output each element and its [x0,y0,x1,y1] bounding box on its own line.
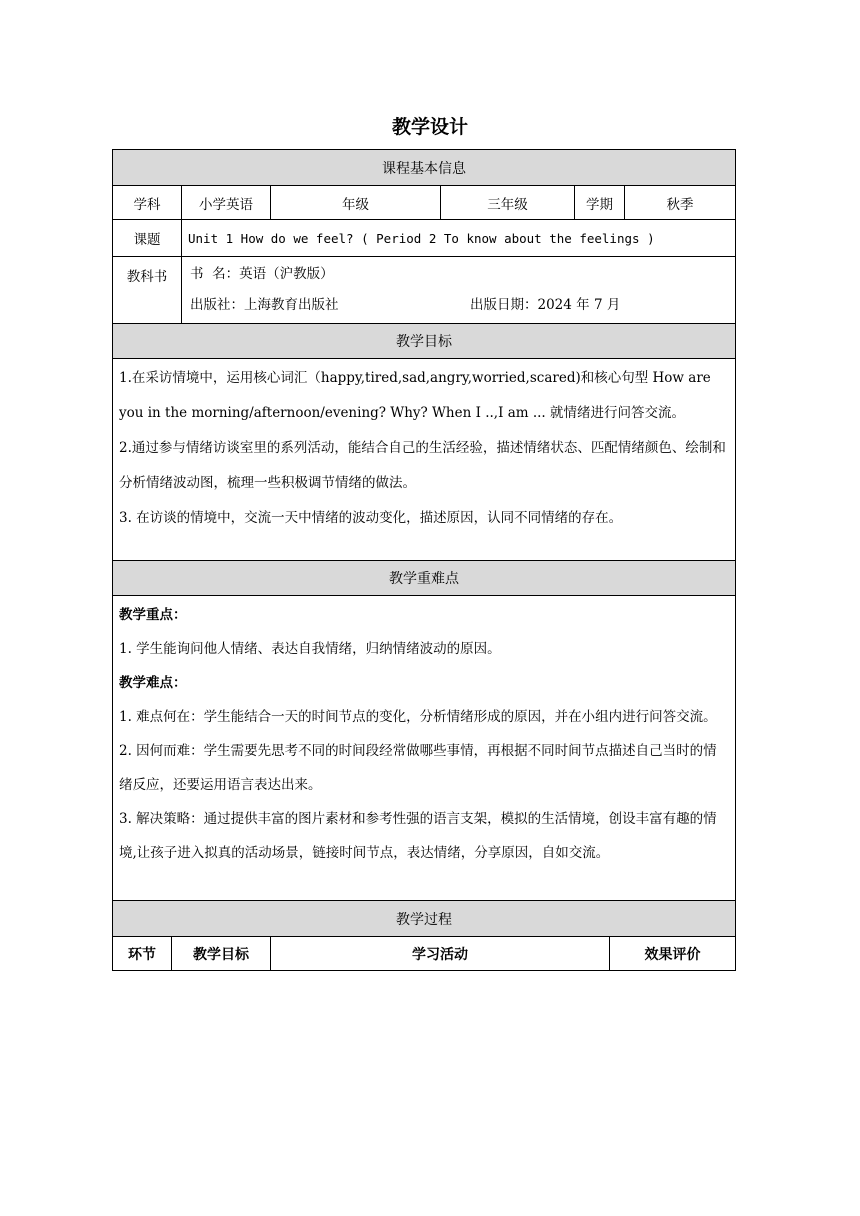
topic-value: Unit 1 How do we feel? ( Period 2 To know about the feelings ) [181,220,735,256]
textbook-row [113,256,735,323]
basic-info-header-row [113,150,735,185]
key-points-body-row [113,595,735,900]
key-points-body [113,596,735,900]
page-title: 教学设计 [391,116,468,138]
column-header-stage: 环节 [128,946,156,963]
objectives-header: 教学目标 [113,324,735,358]
objective-item: 2.通过参与情绪访谈室里的系列活动，能结合自己的生活经验，描述情绪状态、匹配情绪颜色、绘制和分析情绪波动图，梳理一些积极调节情绪的做法。 [119,440,726,491]
subject-value: 小学英语 [181,186,270,219]
objectives-body-row [113,358,735,560]
objective-item: 3. 在访谈的情境中，交流一天中情绪的波动变化，描述原因，认同不同情绪的存在。 [119,510,623,526]
term-label: 学期 [574,186,624,219]
column-header-activity: 学习活动 [270,937,609,970]
objectives-header-row [113,323,735,358]
key-points-header: 教学重难点 [113,561,735,595]
difficulty-item: 3. 解决策略：通过提供丰富的图片素材和参考性强的语言支架，模拟的生活情境，创设丰富有趣的情境,让孩子进入拟真的活动场景，链接时间节点，表达情绪，分享原因，自如交流。 [119,811,717,861]
grade-value: 三年级 [440,186,574,219]
column-header-objective: 教学目标 [171,937,270,970]
grade-label: 年级 [270,186,440,219]
difficulty-label: 教学难点： [119,675,187,691]
column-header-evaluation: 效果评价 [609,937,735,970]
process-header-row [113,900,735,936]
process-columns-row [113,936,735,970]
publish-date: 出版日期：2024 年 7 月 [470,297,621,313]
topic-label: 课题 [133,232,161,248]
publisher-line [190,290,620,321]
textbook-label: 教科书 [126,269,168,285]
term-value: 秋季 [624,186,735,219]
objectives-body [113,359,735,560]
topic-row [113,219,735,256]
difficulty-item: 1. 难点何在：学生能结合一天的时间节点的变化，分析情绪形成的原因，并在小组内进行问答交流。 [119,709,717,725]
subject-row [113,185,735,219]
difficulty-item: 2. 因何而难：学生需要先思考不同的时间段经常做哪些事情，再根据不同时间节点描述自己当时的情绪反应，还要运用语言表达出来。 [119,743,717,793]
process-header: 教学过程 [113,901,735,936]
lesson-plan-table [112,149,736,971]
basic-info-header: 课程基本信息 [113,150,735,185]
publisher: 出版社：上海教育出版社 [190,297,339,313]
book-name: 书 名：英语（沪教版） [190,266,334,282]
focus-item: 1. 学生能询问他人情绪、表达自我情绪，归纳情绪波动的原因。 [119,641,501,657]
focus-label: 教学重点： [119,607,187,623]
subject-label: 学科 [133,196,161,213]
textbook-info [181,257,735,323]
key-points-header-row [113,560,735,595]
objective-item: 1.在采访情境中，运用核心词汇（happy,tired,sad,angry,worried,scared)和核心句型 How are you in the morning/afternoon/evening? Why? When I ..,I am ... 就情绪进行问答交流。 [119,370,711,421]
